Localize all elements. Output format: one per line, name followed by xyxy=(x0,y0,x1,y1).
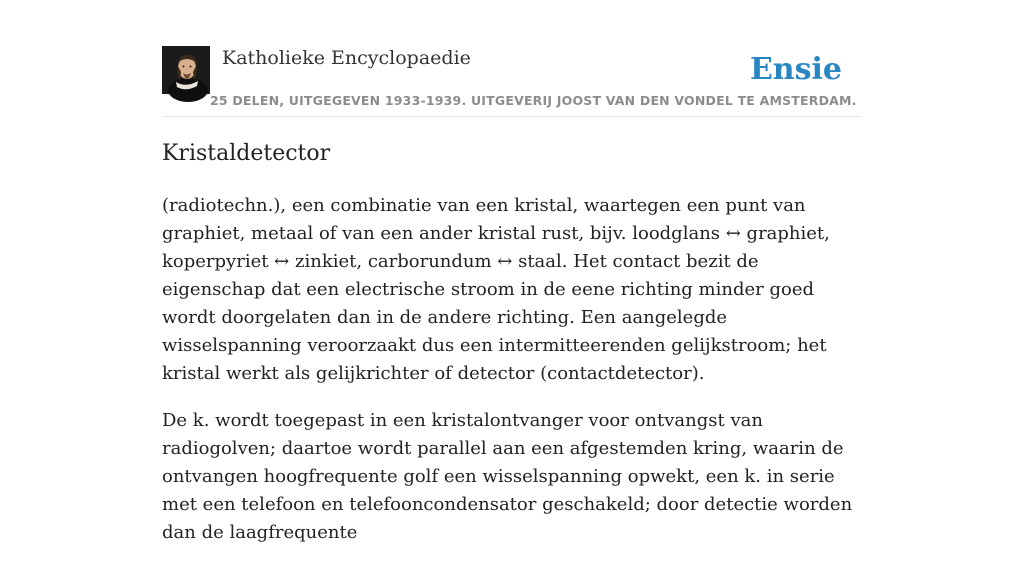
source-header xyxy=(162,46,862,117)
page-title: Kristaldetector xyxy=(162,141,331,166)
source-meta: 25 DELEN, UITGEGEVEN 1933-1939. UITGEVERIJ JOOST VAN DEN VONDEL TE AMSTERDAM. xyxy=(210,93,857,108)
paragraph: (radiotechn.), een combinatie van een kristal, waartegen een punt van graphiet, metaal of van een ander kristal rust, bijv. loodglans ↔ graphiet, koperpyriet ↔ zinkiet, carborundum ↔ staal. Het contact bezit de eigenschap dat een electrische stroom in de eene richting minder goed wordt doorgelaten dan in de andere richting. Een aangelegde wisselspanning veroorzaakt dus een intermitteerenden gelijkstroom; het kristal werkt als gelijkrichter of detector (contactdetector). xyxy=(162,195,830,384)
entry-body xyxy=(162,192,862,566)
paragraph: De k. wordt toegepast in een kristalontvanger voor ontvangst van radiogolven; daartoe wordt parallel aan een afgestemden kring, waarin de ontvangen hoogfrequente golf een wisselspanning opwekt, een k. in serie met een telefoon en telefooncondensator geschakeld; door detectie worden dan de laagfrequente xyxy=(162,410,853,543)
portrait-icon[interactable] xyxy=(162,46,210,94)
source-title[interactable]: Katholieke Encyclopaedie xyxy=(222,47,471,69)
brand-logo[interactable]: Ensie xyxy=(749,52,842,87)
